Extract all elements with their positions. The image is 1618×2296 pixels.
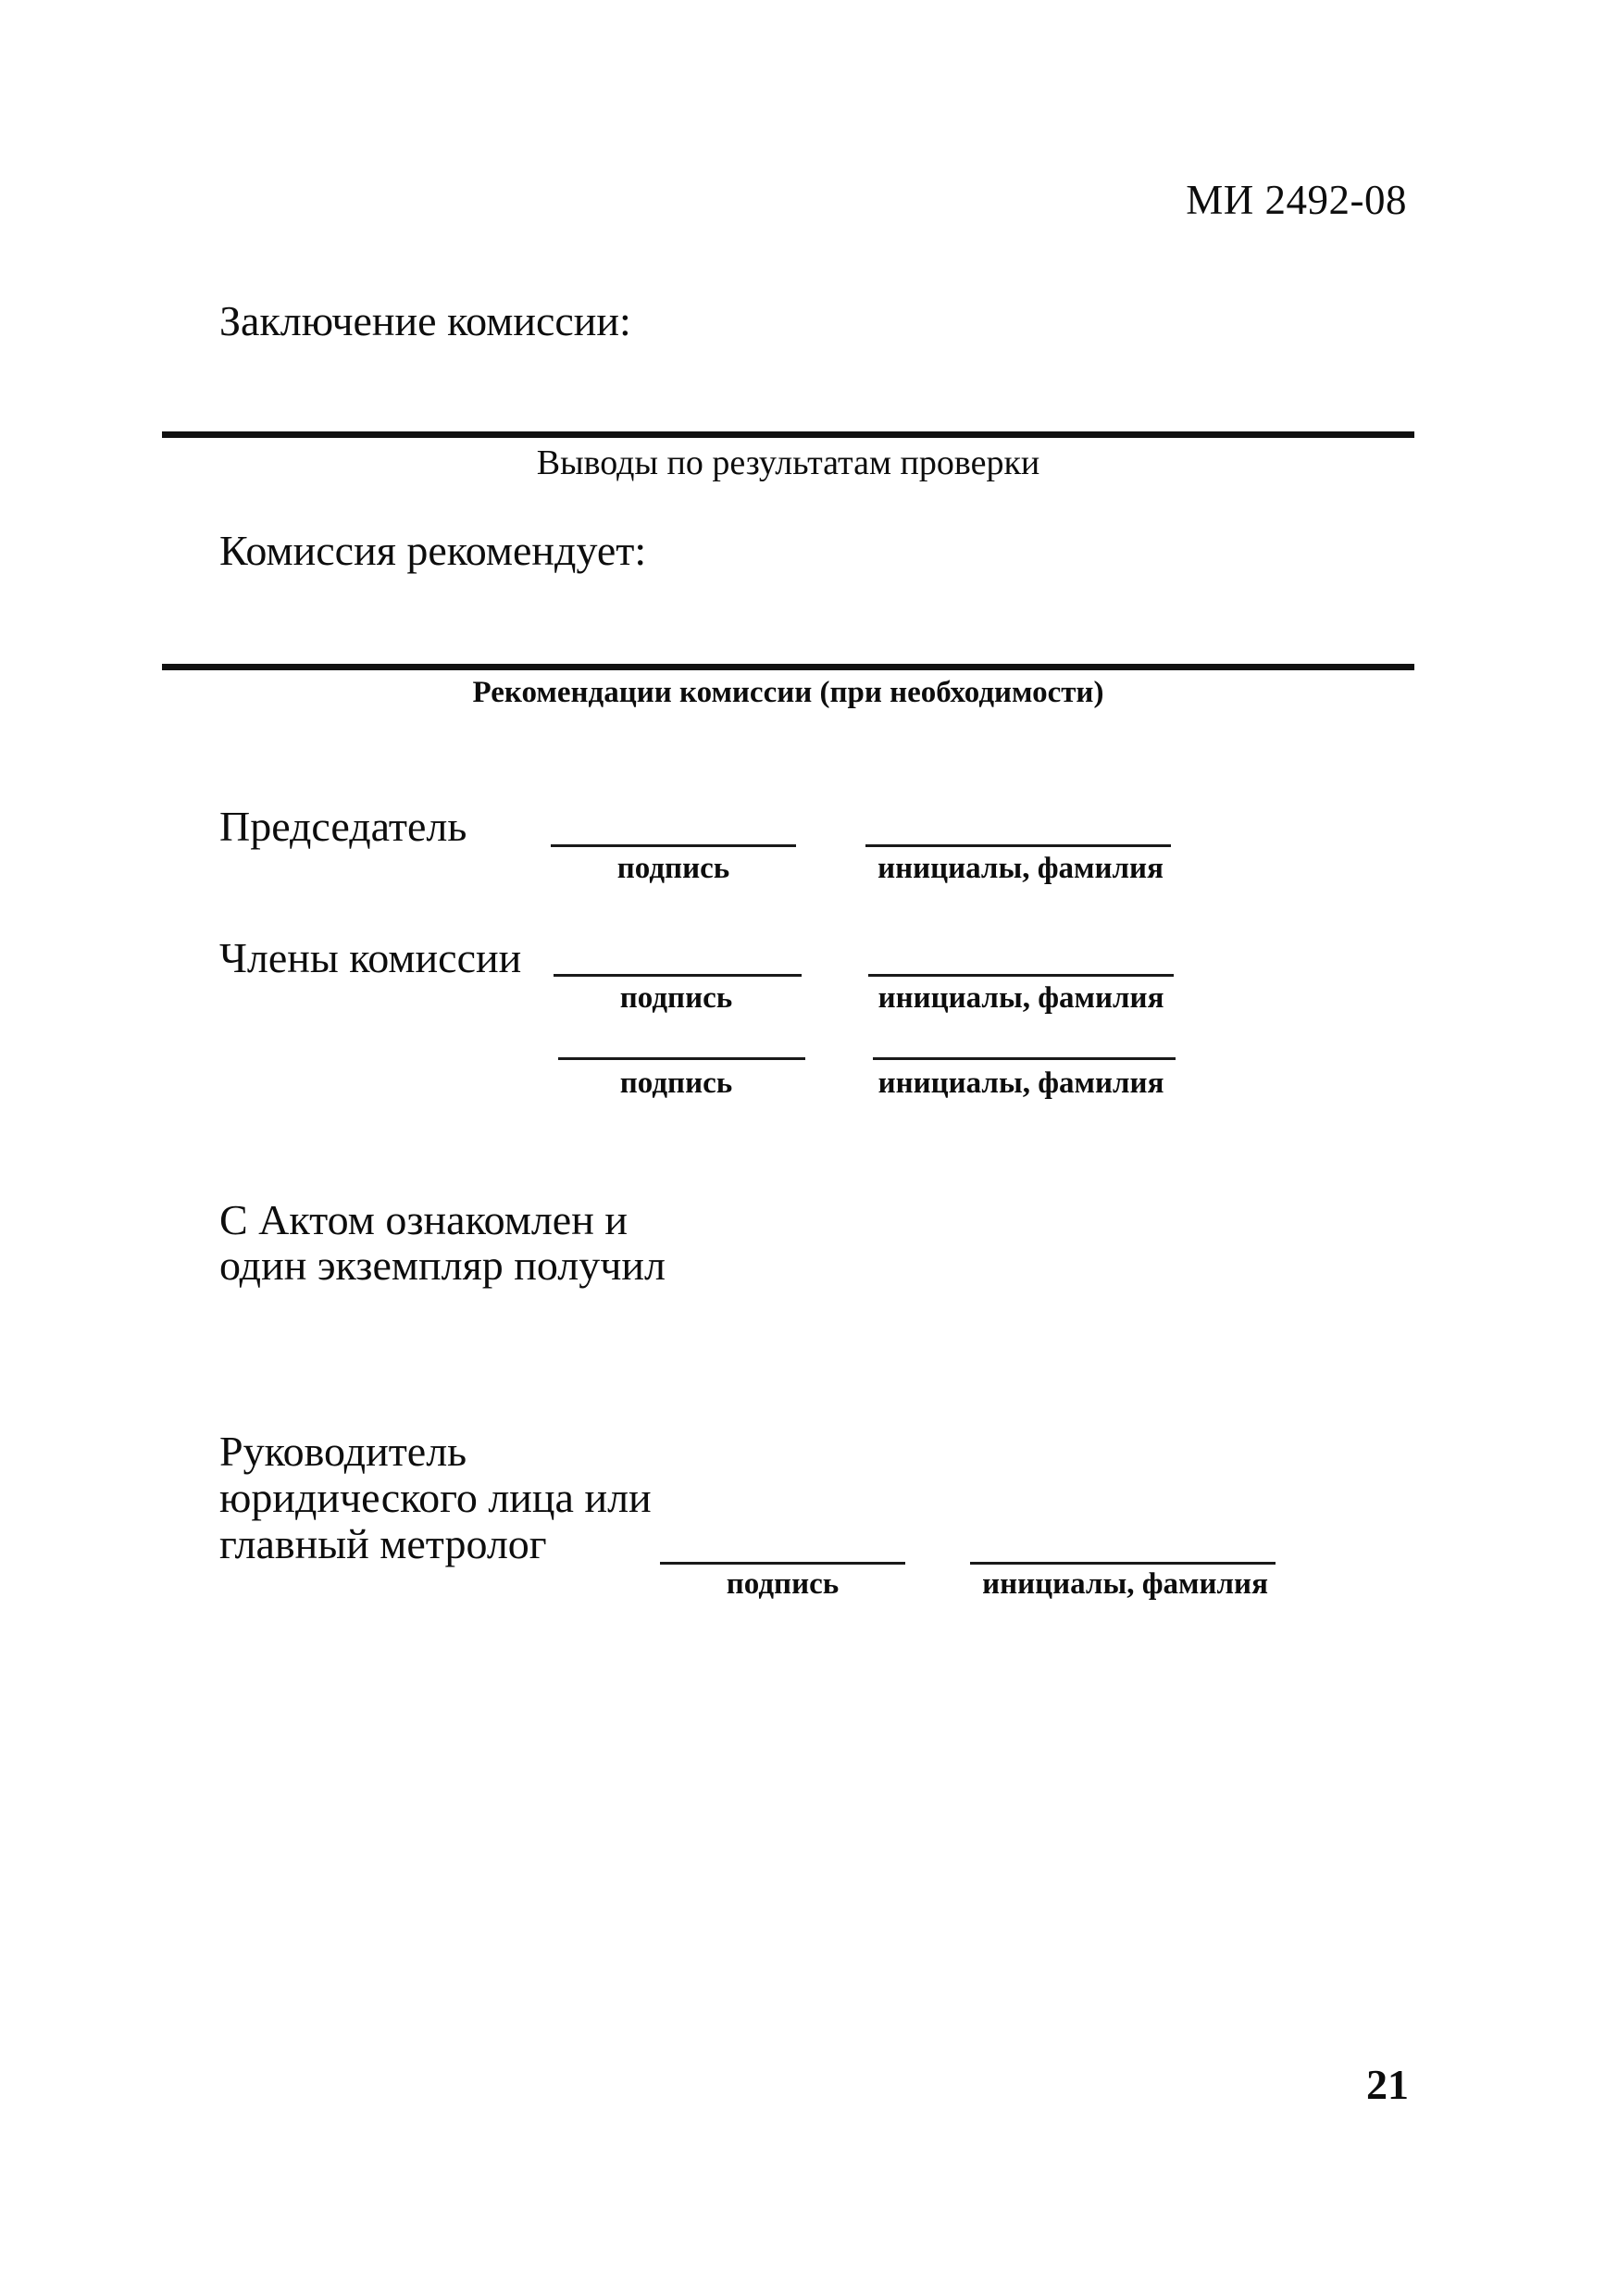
- member1-signature-line: [554, 974, 802, 977]
- acknowledgement-line-2: один экземпляр получил: [219, 1242, 666, 1289]
- head-label-line-3: главный метролог: [219, 1520, 547, 1567]
- head-label-line-2: юридического лица или: [219, 1474, 652, 1521]
- member2-name-line: [873, 1057, 1176, 1060]
- member2-signature-caption: подпись: [619, 1067, 733, 1100]
- recommendation-label: Комиссия рекомендует:: [219, 527, 647, 574]
- member1-name-caption: инициалы, фамилия: [877, 981, 1164, 1015]
- chairman-name-caption: инициалы, фамилия: [877, 852, 1164, 885]
- member2-name-caption: инициалы, фамилия: [877, 1067, 1164, 1100]
- chairman-signature-line: [551, 844, 796, 847]
- document-code: МИ 2492-08: [1186, 177, 1407, 223]
- members-label: Члены комиссии: [219, 934, 522, 981]
- chairman-label: Председатель: [219, 803, 467, 850]
- head-signature-caption: подпись: [726, 1567, 840, 1601]
- head-label-line-1: Руководитель: [219, 1428, 467, 1475]
- member1-name-line: [868, 974, 1174, 977]
- chairman-name-line: [865, 844, 1171, 847]
- recommendation-rule: [162, 664, 1414, 670]
- acknowledgement-line-1: С Актом ознакомлен и: [219, 1196, 628, 1243]
- conclusion-label: Заключение комиссии:: [219, 297, 631, 344]
- head-name-line: [970, 1562, 1276, 1565]
- member2-signature-line: [558, 1057, 805, 1060]
- chairman-signature-caption: подпись: [616, 852, 730, 885]
- head-signature-line: [660, 1562, 905, 1565]
- recommendation-caption: Рекомендации комиссии (при необходимости): [472, 676, 1104, 709]
- member1-signature-caption: подпись: [619, 981, 733, 1015]
- conclusion-rule: [162, 431, 1414, 438]
- conclusion-caption: Выводы по результатам проверки: [536, 443, 1040, 482]
- page-number: 21: [1366, 2061, 1409, 2108]
- head-name-caption: инициалы, фамилия: [982, 1567, 1268, 1601]
